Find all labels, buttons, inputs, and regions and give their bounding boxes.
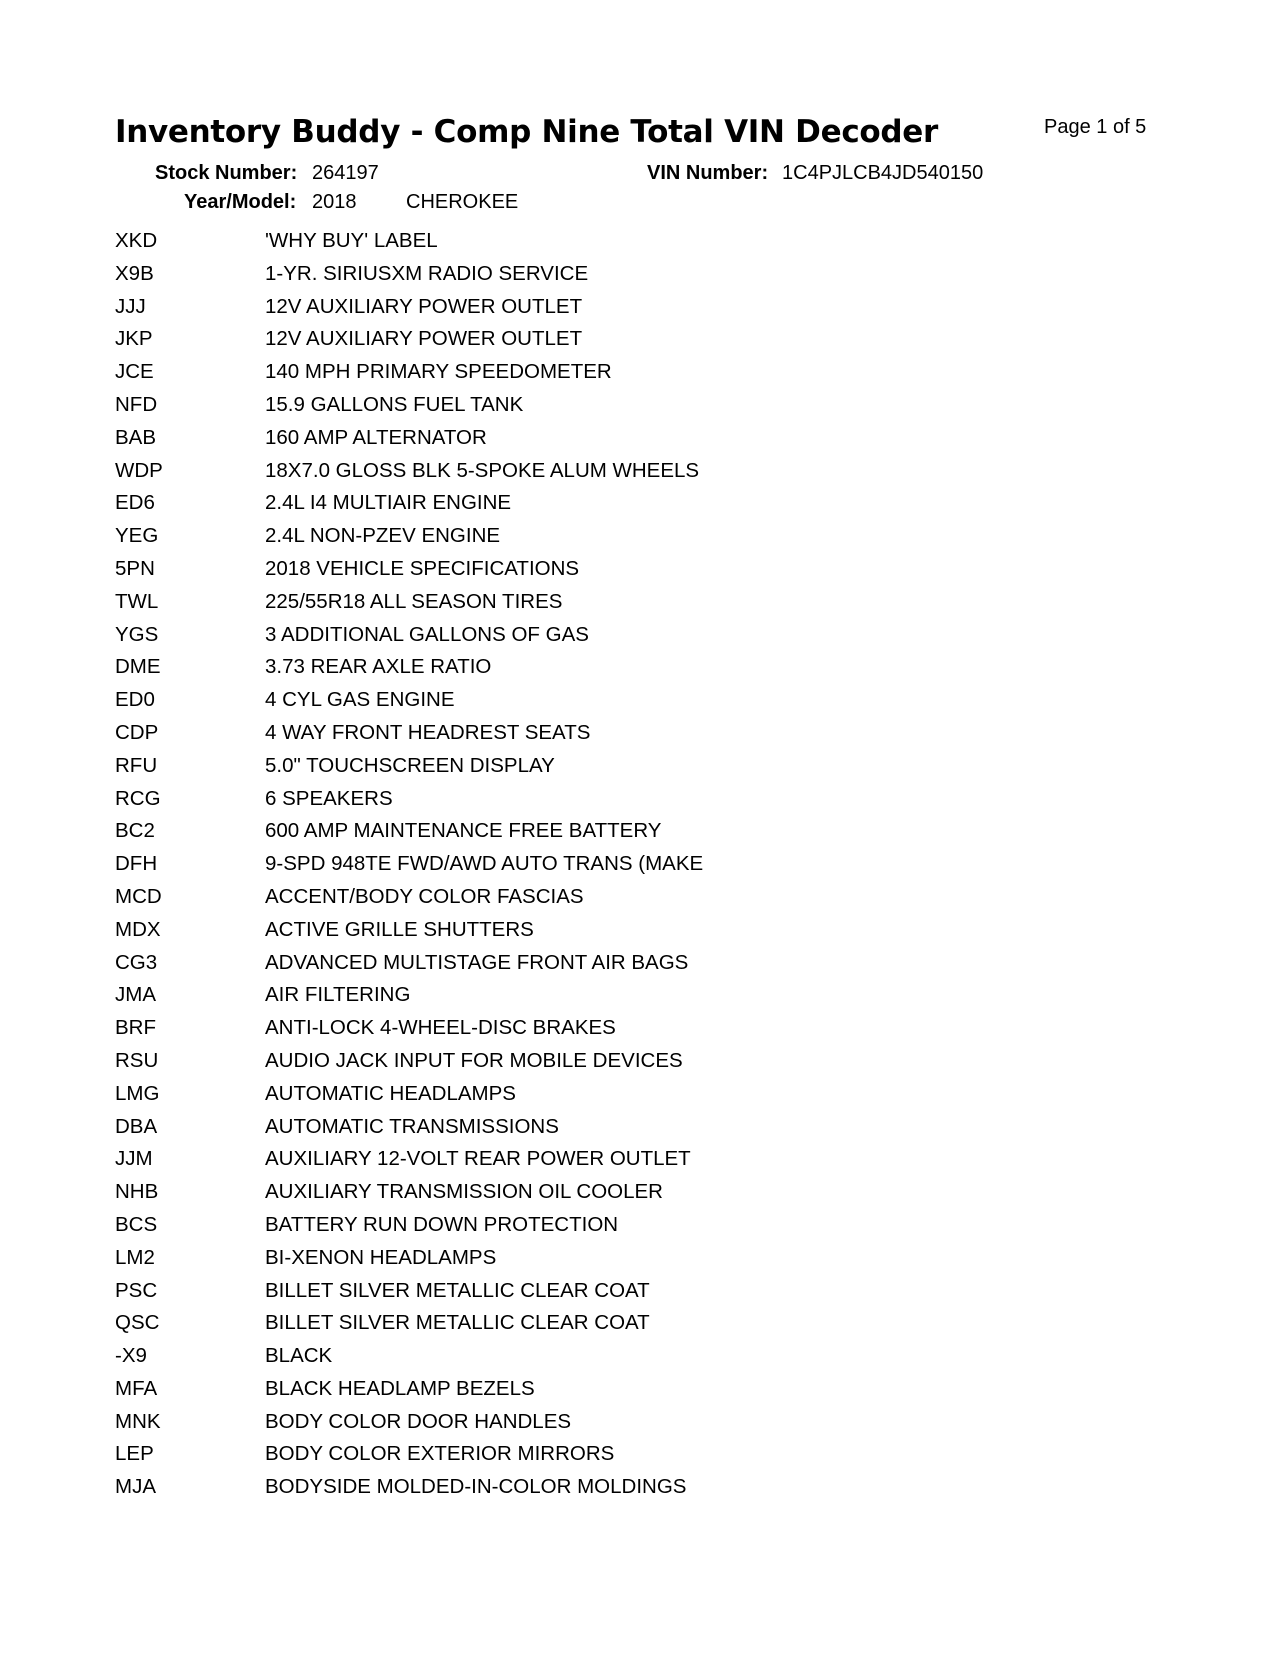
list-item bbox=[115, 1279, 1015, 1312]
option-description: BODY COLOR EXTERIOR MIRRORS bbox=[265, 1442, 615, 1466]
option-code: YGS bbox=[115, 622, 159, 646]
list-item bbox=[115, 1442, 1015, 1475]
stock-number-value: 264197 bbox=[312, 162, 379, 184]
list-item bbox=[115, 623, 1015, 656]
option-code: JJM bbox=[115, 1147, 153, 1171]
list-item bbox=[115, 524, 1015, 557]
option-code: ED0 bbox=[115, 688, 155, 712]
list-item bbox=[115, 1246, 1015, 1279]
list-item bbox=[115, 754, 1015, 787]
option-code: BCS bbox=[115, 1212, 158, 1236]
option-description: 2.4L I4 MULTIAIR ENGINE bbox=[265, 491, 512, 515]
option-description: 12V AUXILIARY POWER OUTLET bbox=[265, 327, 583, 351]
list-item bbox=[115, 360, 1015, 393]
option-code: TWL bbox=[115, 589, 159, 613]
option-description: BLACK bbox=[265, 1344, 333, 1368]
option-code: DBA bbox=[115, 1114, 158, 1138]
option-code: BC2 bbox=[115, 819, 155, 843]
option-description: 3.73 REAR AXLE RATIO bbox=[265, 655, 492, 679]
option-code: MJA bbox=[115, 1475, 156, 1499]
option-description: BODYSIDE MOLDED-IN-COLOR MOLDINGS bbox=[265, 1475, 687, 1499]
option-description: AIR FILTERING bbox=[265, 983, 411, 1007]
vin-number-label: VIN Number: bbox=[647, 162, 769, 184]
option-description: ADVANCED MULTISTAGE FRONT AIR BAGS bbox=[265, 950, 689, 974]
list-item bbox=[115, 1344, 1015, 1377]
page-number: Page 1 of 5 bbox=[1044, 116, 1147, 138]
option-code: RSU bbox=[115, 1048, 159, 1072]
option-code: JMA bbox=[115, 983, 156, 1007]
option-description: AUXILIARY 12-VOLT REAR POWER OUTLET bbox=[265, 1147, 691, 1171]
option-description: BILLET SILVER METALLIC CLEAR COAT bbox=[265, 1278, 650, 1302]
list-item bbox=[115, 688, 1015, 721]
option-description: ANTI-LOCK 4-WHEEL-DISC BRAKES bbox=[265, 1016, 616, 1040]
option-code: ED6 bbox=[115, 491, 155, 515]
list-item bbox=[115, 1016, 1015, 1049]
option-code: CG3 bbox=[115, 950, 158, 974]
option-description: 9-SPD 948TE FWD/AWD AUTO TRANS (MAKE bbox=[265, 852, 704, 876]
option-code: LEP bbox=[115, 1442, 154, 1466]
option-description: BODY COLOR DOOR HANDLES bbox=[265, 1409, 572, 1433]
option-code: XKD bbox=[115, 229, 158, 252]
option-description: 4 WAY FRONT HEADREST SEATS bbox=[265, 720, 591, 744]
option-code: JCE bbox=[115, 360, 154, 384]
option-code: NFD bbox=[115, 392, 158, 416]
option-code: MCD bbox=[115, 884, 162, 908]
option-description: BATTERY RUN DOWN PROTECTION bbox=[265, 1212, 619, 1236]
option-code: RCG bbox=[115, 786, 161, 810]
list-item bbox=[115, 295, 1015, 328]
list-item bbox=[115, 1049, 1015, 1082]
list-item bbox=[115, 1147, 1015, 1180]
option-description: ACCENT/BODY COLOR FASCIAS bbox=[265, 884, 584, 908]
list-item bbox=[115, 327, 1015, 360]
option-description: 18X7.0 GLOSS BLK 5-SPOKE ALUM WHEELS bbox=[265, 458, 700, 482]
option-description: 140 MPH PRIMARY SPEEDOMETER bbox=[265, 360, 612, 384]
list-item bbox=[115, 983, 1015, 1016]
list-item bbox=[115, 590, 1015, 623]
list-item bbox=[115, 1377, 1015, 1410]
model-value: CHEROKEE bbox=[406, 191, 519, 213]
list-item bbox=[115, 1311, 1015, 1344]
option-code: PSC bbox=[115, 1278, 158, 1302]
option-description: 12V AUXILIARY POWER OUTLET bbox=[265, 294, 583, 318]
option-code: JJJ bbox=[115, 294, 146, 318]
list-item bbox=[115, 393, 1015, 426]
option-description: 225/55R18 ALL SEASON TIRES bbox=[265, 589, 563, 613]
list-item bbox=[115, 1410, 1015, 1443]
option-description: 3 ADDITIONAL GALLONS OF GAS bbox=[265, 622, 589, 646]
option-description: ACTIVE GRILLE SHUTTERS bbox=[265, 917, 534, 941]
list-item bbox=[115, 426, 1015, 459]
list-item bbox=[115, 951, 1015, 984]
option-code: X9B bbox=[115, 261, 154, 285]
list-item bbox=[115, 918, 1015, 951]
option-code: -X9 bbox=[115, 1344, 147, 1368]
option-code: LMG bbox=[115, 1081, 160, 1105]
list-item bbox=[115, 655, 1015, 688]
option-code: MDX bbox=[115, 917, 161, 941]
option-description: AUDIO JACK INPUT FOR MOBILE DEVICES bbox=[265, 1048, 683, 1072]
option-code: MNK bbox=[115, 1409, 161, 1433]
list-item bbox=[115, 491, 1015, 524]
option-code: 5PN bbox=[115, 556, 155, 580]
option-description: 4 CYL GAS ENGINE bbox=[265, 688, 455, 712]
option-code: DFH bbox=[115, 852, 158, 876]
option-code: LM2 bbox=[115, 1245, 155, 1269]
list-item bbox=[115, 885, 1015, 918]
option-code: JKP bbox=[115, 327, 153, 351]
option-description: 2018 VEHICLE SPECIFICATIONS bbox=[265, 556, 580, 580]
list-item bbox=[115, 1475, 1015, 1508]
option-description: 6 SPEAKERS bbox=[265, 786, 393, 810]
option-description: 2.4L NON-PZEV ENGINE bbox=[265, 524, 501, 548]
stock-number-label: Stock Number: bbox=[155, 162, 298, 184]
list-item bbox=[115, 459, 1015, 492]
list-item bbox=[115, 787, 1015, 820]
option-code: RFU bbox=[115, 753, 158, 777]
option-code: BAB bbox=[115, 425, 157, 449]
option-description: 15.9 GALLONS FUEL TANK bbox=[265, 392, 524, 416]
list-item bbox=[115, 721, 1015, 754]
option-code-list bbox=[115, 229, 1015, 1508]
option-description: AUXILIARY TRANSMISSION OIL COOLER bbox=[265, 1180, 663, 1204]
option-description: BI-XENON HEADLAMPS bbox=[265, 1245, 497, 1269]
year-model-label: Year/Model: bbox=[184, 191, 297, 213]
option-code: WDP bbox=[115, 458, 163, 482]
option-code: BRF bbox=[115, 1016, 156, 1040]
option-description: AUTOMATIC TRANSMISSIONS bbox=[265, 1114, 559, 1138]
option-description: 160 AMP ALTERNATOR bbox=[265, 425, 487, 449]
list-item bbox=[115, 262, 1015, 295]
option-code: MFA bbox=[115, 1376, 158, 1400]
option-description: BILLET SILVER METALLIC CLEAR COAT bbox=[265, 1311, 650, 1335]
year-value: 2018 bbox=[312, 191, 357, 213]
list-item bbox=[115, 1082, 1015, 1115]
list-item bbox=[115, 1115, 1015, 1148]
option-code: CDP bbox=[115, 720, 159, 744]
list-item bbox=[115, 557, 1015, 590]
option-description: 600 AMP MAINTENANCE FREE BATTERY bbox=[265, 819, 662, 843]
list-item bbox=[115, 1180, 1015, 1213]
option-code: QSC bbox=[115, 1311, 160, 1335]
list-item bbox=[115, 229, 1015, 262]
page-title: Inventory Buddy - Comp Nine Total VIN Decoder bbox=[115, 114, 939, 150]
option-code: DME bbox=[115, 655, 161, 679]
list-item bbox=[115, 852, 1015, 885]
option-description: 'WHY BUY' LABEL bbox=[265, 229, 438, 252]
option-description: BLACK HEADLAMP BEZELS bbox=[265, 1376, 535, 1400]
option-description: AUTOMATIC HEADLAMPS bbox=[265, 1081, 516, 1105]
option-description: 1-YR. SIRIUSXM RADIO SERVICE bbox=[265, 261, 589, 285]
option-code: YEG bbox=[115, 524, 159, 548]
option-description: 5.0" TOUCHSCREEN DISPLAY bbox=[265, 753, 555, 777]
list-item bbox=[115, 1213, 1015, 1246]
list-item bbox=[115, 819, 1015, 852]
option-code: NHB bbox=[115, 1180, 159, 1204]
vin-number-value: 1C4PJLCB4JD540150 bbox=[782, 162, 984, 184]
